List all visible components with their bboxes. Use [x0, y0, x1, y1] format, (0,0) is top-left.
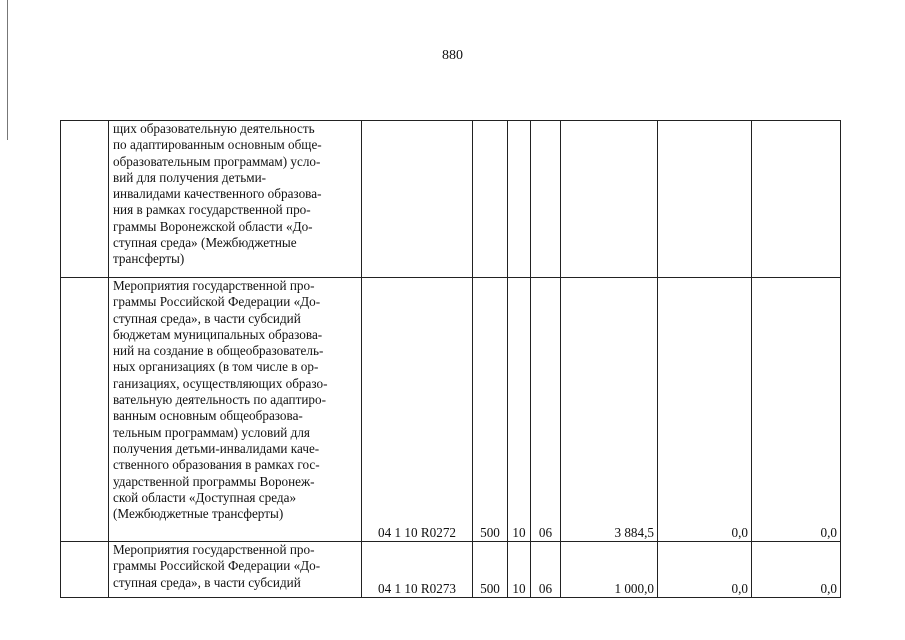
table-row — [61, 121, 841, 278]
description-line: граммы Воронежской области «До- — [113, 218, 313, 234]
description-line: вий для получения детьми- — [113, 169, 267, 185]
description-cell — [109, 121, 362, 278]
description-line: ния в рамках государственной про- — [113, 202, 311, 218]
sum-year1-cell: 3 884,5 — [561, 278, 658, 542]
row-number-cell — [61, 542, 109, 598]
sum-year1-cell: 1 000,0 — [561, 542, 658, 598]
row-number-cell — [61, 121, 109, 278]
description-line: ных организациях (в том числе в ор- — [113, 359, 319, 375]
sum-year3-cell: 0,0 — [752, 542, 841, 598]
description-line: (Межбюджетные трансферты) — [113, 506, 284, 522]
description-line: граммы Российской Федерации «До- — [113, 558, 321, 574]
description-line: трансферты) — [113, 251, 185, 267]
code-cell — [362, 121, 473, 278]
description-line: образовательным программам) усло- — [113, 153, 321, 169]
description-line: бюджетам муниципальных образова- — [113, 326, 323, 342]
description-line: Мероприятия государственной про- — [113, 542, 315, 557]
description-line: граммы Российской Федерации «До- — [113, 294, 321, 310]
description-line: ской области «Доступная среда» — [113, 489, 297, 505]
vr-cell — [473, 121, 508, 278]
description-line: ступная среда», в части субсидий — [113, 310, 301, 326]
description-line: ганизациях, осуществляющих образо- — [113, 375, 328, 391]
code-cell: 04 1 10 R0272 — [362, 278, 473, 542]
description-line: вательную деятельность по адаптиро- — [113, 392, 326, 408]
vr-cell: 500 — [473, 278, 508, 542]
table-row — [61, 278, 841, 542]
description-cell — [109, 278, 362, 542]
pr-cell: 06 — [531, 542, 561, 598]
description-line: тельным программам) условий для — [113, 424, 310, 440]
pr-cell: 06 — [531, 278, 561, 542]
description-line: инвалидами качественного образова- — [113, 186, 322, 202]
code-cell: 04 1 10 R0273 — [362, 542, 473, 598]
rz-cell: 10 — [508, 278, 531, 542]
scan-edge-mark — [7, 0, 8, 140]
rz-cell — [508, 121, 531, 278]
sum-year2-cell: 0,0 — [658, 278, 752, 542]
sum-year3-cell — [752, 121, 841, 278]
rz-cell: 10 — [508, 542, 531, 598]
sum-year2-cell — [658, 121, 752, 278]
description-line: по адаптированным основным обще- — [113, 137, 322, 153]
description-line: Мероприятия государственной про- — [113, 278, 315, 293]
pr-cell — [531, 121, 561, 278]
vr-cell: 500 — [473, 542, 508, 598]
description-line: получения детьми-инвалидами каче- — [113, 440, 320, 456]
description-line: щих образовательную деятельность — [113, 121, 315, 136]
budget-table — [60, 120, 841, 598]
sum-year3-cell: 0,0 — [752, 278, 841, 542]
table-row — [61, 542, 841, 598]
description-line: ванным основным общеобразова- — [113, 408, 303, 424]
sum-year1-cell — [561, 121, 658, 278]
description-line: ударственной программы Воронеж- — [113, 473, 315, 489]
sum-year2-cell: 0,0 — [658, 542, 752, 598]
description-line: ступная среда», в части субсидий — [113, 574, 301, 590]
description-line: ственного образования в рамках гос- — [113, 457, 320, 473]
row-number-cell — [61, 278, 109, 542]
description-line: ний на создание в общеобразователь- — [113, 343, 324, 359]
description-line: ступная среда» (Межбюджетные — [113, 235, 297, 251]
page-number: 880 — [442, 48, 463, 63]
description-cell — [109, 542, 362, 598]
